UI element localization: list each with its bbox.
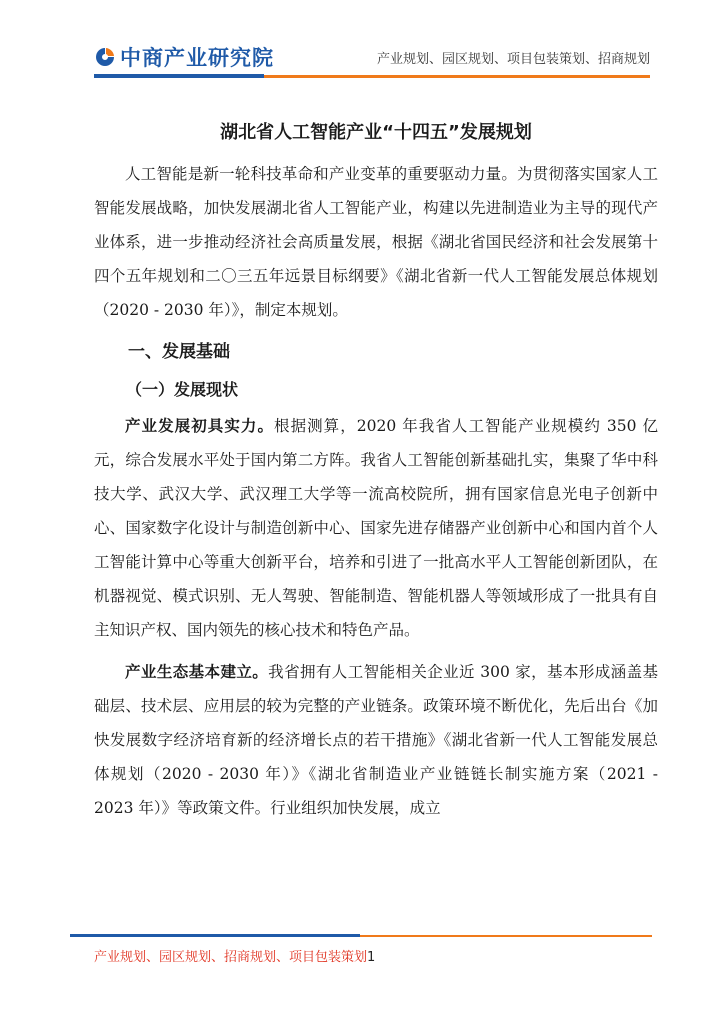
header-tagline: 产业规划、园区规划、项目包装策划、招商规划 xyxy=(376,52,650,67)
logo-text: 中商产业研究院 xyxy=(120,46,274,70)
logo xyxy=(94,42,274,72)
paragraph-lead: 产业生态基本建立。 xyxy=(125,663,269,681)
paragraph-industry-strength xyxy=(94,409,658,647)
page-footer xyxy=(94,946,375,965)
intro-paragraph: 人工智能是新一轮科技革命和产业变革的重要驱动力量。为贯彻落实国家人工智能发展战略，加快发展湖北省人工智能产业，构建以先进制造业为主导的现代产业体系，进一步推动经济社会高质量发展，根据《湖北省国民经济和社会发展第十四个五年规划和二〇三五年远景目标纲要》《湖北省新一代人工智能发展总体规划（2020 - 2030 年）》，制定本规划。 xyxy=(94,165,658,319)
paragraph-body: 根据测算，2020 年我省人工智能产业规模约 350 亿元，综合发展水平处于国内第二方阵。我省人工智能创新基础扎实，集聚了华中科技大学、武汉大学、武汉理工大学等一流高校院所，拥有国家信息光电子创新中心、国家数字化设计与制造创新中心、国家先进存储器产业创新中心和国内首个人工智能计算中心等重大创新平台，培养和引进了一批高水平人工智能创新团队，在机器视觉、模式识别、无人驾驶、智能制造、智能机器人等领域形成了一批具有自主知识产权、国内领先的核心技术和特色产品。 xyxy=(94,417,658,639)
footer-text: 产业规划、园区规划、招商规划、项目包装策划 xyxy=(94,950,368,965)
footer-rule-blue xyxy=(70,934,360,937)
section-heading: 一、发展基础 xyxy=(128,342,230,362)
paragraph-ecosystem xyxy=(94,655,658,825)
document-title: 湖北省人工智能产业“十四五”发展规划 xyxy=(220,122,532,143)
page-number: 1 xyxy=(367,950,376,965)
paragraph-lead: 产业发展初具实力。 xyxy=(125,417,275,435)
subsection-heading: （一）发展现状 xyxy=(126,380,239,399)
document-body xyxy=(94,118,658,825)
footer-rule-orange xyxy=(360,935,652,937)
header-rule-orange xyxy=(264,75,650,78)
logo-mark-icon xyxy=(94,46,116,68)
page-header xyxy=(0,0,724,90)
header-rule-blue xyxy=(94,74,264,78)
paragraph-body: 我省拥有人工智能相关企业近 300 家，基本形成涵盖基础层、技术层、应用层的较为完整的产业链条。政策环境不断优化，先后出台《加快发展数字经济培育新的经济增长点的若干措施》《湖北省新一代人工智能发展总体规划（2020 - 2030 年）》《湖北省制造业产业链链长制实施方案（2021 - 2023 年）》等政策文件。行业组织加快发展，成立 xyxy=(94,663,658,817)
